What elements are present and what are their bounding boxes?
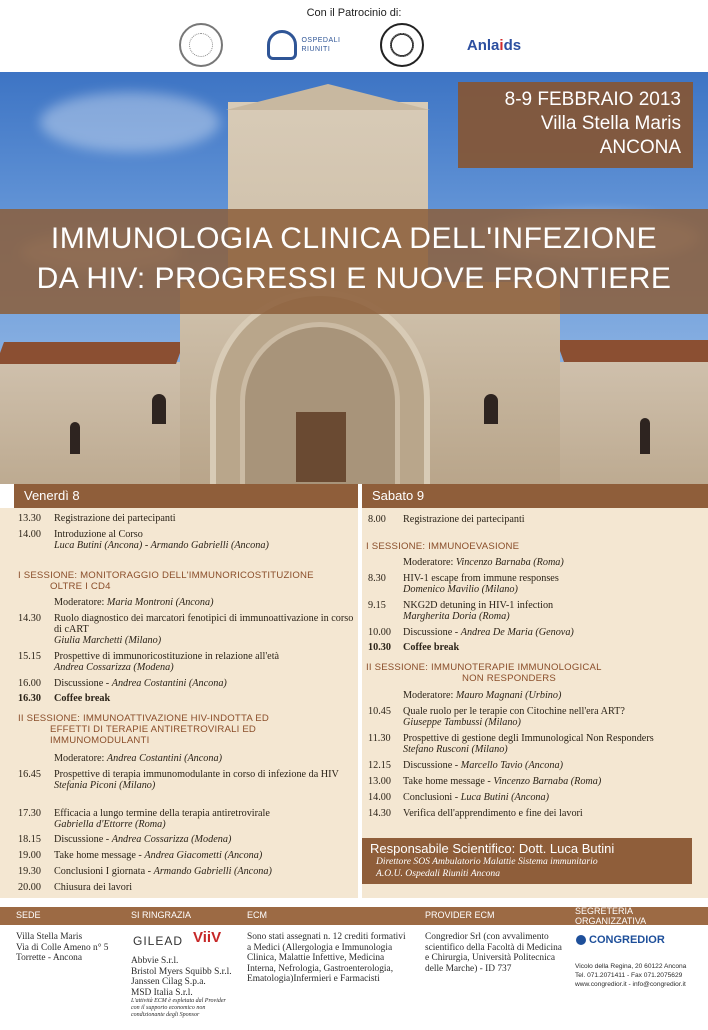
entry-time: 19.30 xyxy=(18,866,41,877)
saturday-session2: II SESSIONE: IMMUNOTERAPIE IMMUNOLOGICAL NON RESPONDERS xyxy=(366,662,602,684)
entry-text: Take home message - xyxy=(403,776,494,787)
entry-speaker: Vincenzo Barnaba (Roma) xyxy=(455,557,564,568)
congredior-logo: CONGREDIOR xyxy=(576,934,665,946)
friday-session2: II SESSIONE: IMMUNOATTIVAZIONE HIV-INDOTTA ED EFFETTI DI TERAPIE ANTIRETROVIRALI ED IMMUNOMODULANTI xyxy=(18,713,269,746)
entry-text: Discussione - xyxy=(403,760,461,771)
seal-icon xyxy=(380,23,424,67)
entry-text: Registrazione dei partecipanti xyxy=(54,513,176,524)
friday-session1: I SESSIONE: MONITORAGGIO DELL'IMMUNORICOSTITUZIONE OLTRE I CD4 xyxy=(18,570,314,592)
viiv-logo: ViiV xyxy=(193,929,222,946)
entry-time: 16.00 xyxy=(18,678,41,689)
entry-time: 16.45 xyxy=(18,769,41,780)
entry-text: Chiusura dei lavori xyxy=(54,882,133,893)
entry-time: 10.00 xyxy=(368,627,391,638)
entry-speaker: Domenico Mavilio (Milano) xyxy=(403,584,518,595)
entry-speaker: Luca Butini (Ancona) xyxy=(460,792,550,803)
entry-time: 20.00 xyxy=(18,882,41,893)
entry-time: 11.30 xyxy=(368,733,391,744)
entry-text: Prospettive di gestione degli Immunological Non Responders xyxy=(403,733,654,744)
entry-speaker: Armando Gabrielli (Ancona) xyxy=(153,866,272,877)
entry-speaker: Margherita Doria (Roma) xyxy=(403,611,510,622)
footer-ecm-text: Sono stati assegnati n. 12 crediti formativi a Medici (Allergologia e Immunologia Clinica, Malattie Infettive, Medicina Interna, Nefrologia, Gastroenterologia, Ematologia)Infermieri e Farmacisti xyxy=(247,932,406,984)
responsible-affiliation: A.O.U. Ospedali Riuniti Ancona xyxy=(376,868,500,879)
entry-text: Introduzione al Corso xyxy=(54,529,143,540)
university-seal-logo xyxy=(178,23,224,67)
entry-text: Prospettive di terapia immunomodulante in corso di infezione da HIV xyxy=(54,769,339,780)
entry-speaker: Marcello Tavio (Ancona) xyxy=(460,760,563,771)
entry-text: Discussione - xyxy=(54,834,112,845)
entry-speaker: Andrea Cossarizza (Modena) xyxy=(111,834,232,845)
entry-time: 10.45 xyxy=(368,706,391,717)
entry-text: Ruolo diagnostico dei marcatori fenotipici di immunoattivazione in corso di cART xyxy=(54,613,354,635)
entry-speaker: Stefania Piconi (Milano) xyxy=(54,780,156,791)
footer-provider-text: Congredior Srl (con avvalimento scientifico della Facoltà di Medicina e Chirurgia, Università Politecnica delle Marche) - ID 737 xyxy=(425,932,562,974)
congredior-dot-icon xyxy=(576,935,586,945)
entry-time: 10.30 xyxy=(368,642,391,653)
ospedali-logo-line1: OSPEDALI xyxy=(301,37,341,44)
entry-text: Moderatore: xyxy=(403,557,456,568)
entry-time: 14.00 xyxy=(368,792,391,803)
entry-text: Moderatore: xyxy=(54,753,107,764)
patronage-title: Con il Patrocinio di: xyxy=(306,7,402,19)
entry-time: 18.15 xyxy=(18,834,41,845)
entry-time: 8.30 xyxy=(368,573,386,584)
entry-speaker: Maria Montroni (Ancona) xyxy=(106,597,214,608)
seal-icon xyxy=(179,23,223,67)
event-title-band xyxy=(0,209,708,314)
entry-time: 12.15 xyxy=(368,760,391,771)
entry-text: Conclusioni I giornata - xyxy=(54,866,154,877)
footer-segreteria-heading: SEGRETERIA ORGANIZZATIVA xyxy=(575,906,647,926)
ospedali-riuniti-logo xyxy=(264,23,344,67)
footer-segreteria-text: Vicolo della Regina, 20 60122 Ancona Tel. 071.2071411 - Fax 071.2075629 www.congredior.it - info@congredior.it xyxy=(575,963,687,988)
entry-text: Quale ruolo per le terapie con Citochine nell'era ART? xyxy=(403,706,625,717)
saturday-session1: I SESSIONE: IMMUNOEVASIONE xyxy=(366,541,520,552)
entry-time: 14.30 xyxy=(18,613,41,624)
entry-time: 14.30 xyxy=(368,808,391,819)
entry-text: HIV-1 escape from immune responses xyxy=(403,573,559,584)
entry-text: Moderatore: xyxy=(54,597,107,608)
entry-time: 17.30 xyxy=(18,808,41,819)
event-venue: Villa Stella Maris xyxy=(540,113,681,134)
entry-speaker: Giulia Marchetti (Milano) xyxy=(54,635,162,646)
entry-text: Take home message - xyxy=(54,850,145,861)
entry-time: 13.30 xyxy=(18,513,41,524)
responsible-role: Direttore SOS Ambulatorio Malattie Sistema immunitario xyxy=(376,856,598,867)
event-date-box xyxy=(458,82,693,168)
event-title-line2: DA HIV: PROGRESSI E NUOVE FRONTIERE xyxy=(36,262,672,295)
entry-time: 13.00 xyxy=(368,776,391,787)
entry-text: Conclusioni - xyxy=(403,792,461,803)
entry-text: Discussione - xyxy=(403,627,461,638)
entry-speaker: Andrea Cossarizza (Modena) xyxy=(54,662,174,673)
entry-time: 16.30 xyxy=(18,693,41,704)
footer-sponsors: Abbvie S.r.l. Bristol Myers Squibb S.r.l. Janssen Cilag S.p.a. MSD Italia S.r.l. L'attività ECM è espletata dal Provider con il supporto economico non condizionante degli Sponsor xyxy=(131,956,232,1018)
entry-speaker: Luca Butini (Ancona) - Armando Gabrielli (Ancona) xyxy=(54,540,269,551)
entry-speaker: Gabriella d'Ettorre (Roma) xyxy=(54,819,166,830)
event-title-line1: IMMUNOLOGIA CLINICA DELL'INFEZIONE xyxy=(50,222,658,255)
gilead-logo: GILEAD xyxy=(133,934,184,948)
footer-sede: Villa Stella Maris Via di Colle Ameno n° 5 Torrette - Ancona xyxy=(16,932,109,963)
friday-header: Venerdì 8 xyxy=(14,484,358,508)
entry-text: Verifica dell'apprendimento e fine dei lavori xyxy=(403,808,583,819)
entry-text: NKG2D detuning in HIV-1 infection xyxy=(403,600,554,611)
scientific-responsible-title: Responsabile Scientifico: Dott. Luca Butini xyxy=(370,841,615,856)
entry-text: Moderatore: xyxy=(403,690,456,701)
entry-speaker: Mauro Magnani (Urbino) xyxy=(455,690,562,701)
entry-text: Prospettive di immunoricostituzione in relazione all'età xyxy=(54,651,280,662)
event-date: 8-9 FEBBRAIO 2013 xyxy=(504,89,681,110)
entry-speaker: Stefano Rusconi (Milano) xyxy=(403,744,508,755)
society-seal-logo xyxy=(380,23,424,67)
entry-text: Efficacia a lungo termine della terapia antiretrovirale xyxy=(54,808,270,819)
event-city: ANCONA xyxy=(599,137,681,158)
entry-time: 8.00 xyxy=(368,514,386,525)
entry-speaker: Andrea De Maria (Genova) xyxy=(460,627,574,638)
entry-text: Coffee break xyxy=(403,642,460,653)
ospedali-logo-line2: RIUNITI xyxy=(301,46,331,53)
entry-speaker: Andrea Giacometti (Ancona) xyxy=(144,850,263,861)
footer-ringrazia-heading: SI RINGRAZIA xyxy=(131,910,192,920)
entry-text: Discussione - xyxy=(54,678,112,689)
scientific-responsible-box xyxy=(362,838,692,884)
footer-sede-heading: SEDE xyxy=(16,910,41,920)
anlaids-logo: Anlaids xyxy=(466,36,522,54)
entry-speaker: Andrea Costantini (Ancona) xyxy=(111,678,227,689)
entry-time: 9.15 xyxy=(368,600,386,611)
entry-time: 19.00 xyxy=(18,850,41,861)
entry-text: Registrazione dei partecipanti xyxy=(403,514,525,525)
entry-text: Coffee break xyxy=(54,693,111,704)
entry-speaker: Giuseppe Tambussi (Milano) xyxy=(403,717,521,728)
red-ribbon-icon: i xyxy=(499,36,504,54)
entry-time: 14.00 xyxy=(18,529,41,540)
footer-ecm-heading: ECM xyxy=(247,910,267,920)
footer-provider-heading: PROVIDER ECM xyxy=(425,910,495,920)
saturday-header: Sabato 9 xyxy=(362,484,708,508)
entry-time: 15.15 xyxy=(18,651,41,662)
ospedali-mark-icon xyxy=(267,30,297,60)
entry-speaker: Andrea Costantini (Ancona) xyxy=(106,753,222,764)
entry-speaker: Vincenzo Barnaba (Roma) xyxy=(493,776,602,787)
